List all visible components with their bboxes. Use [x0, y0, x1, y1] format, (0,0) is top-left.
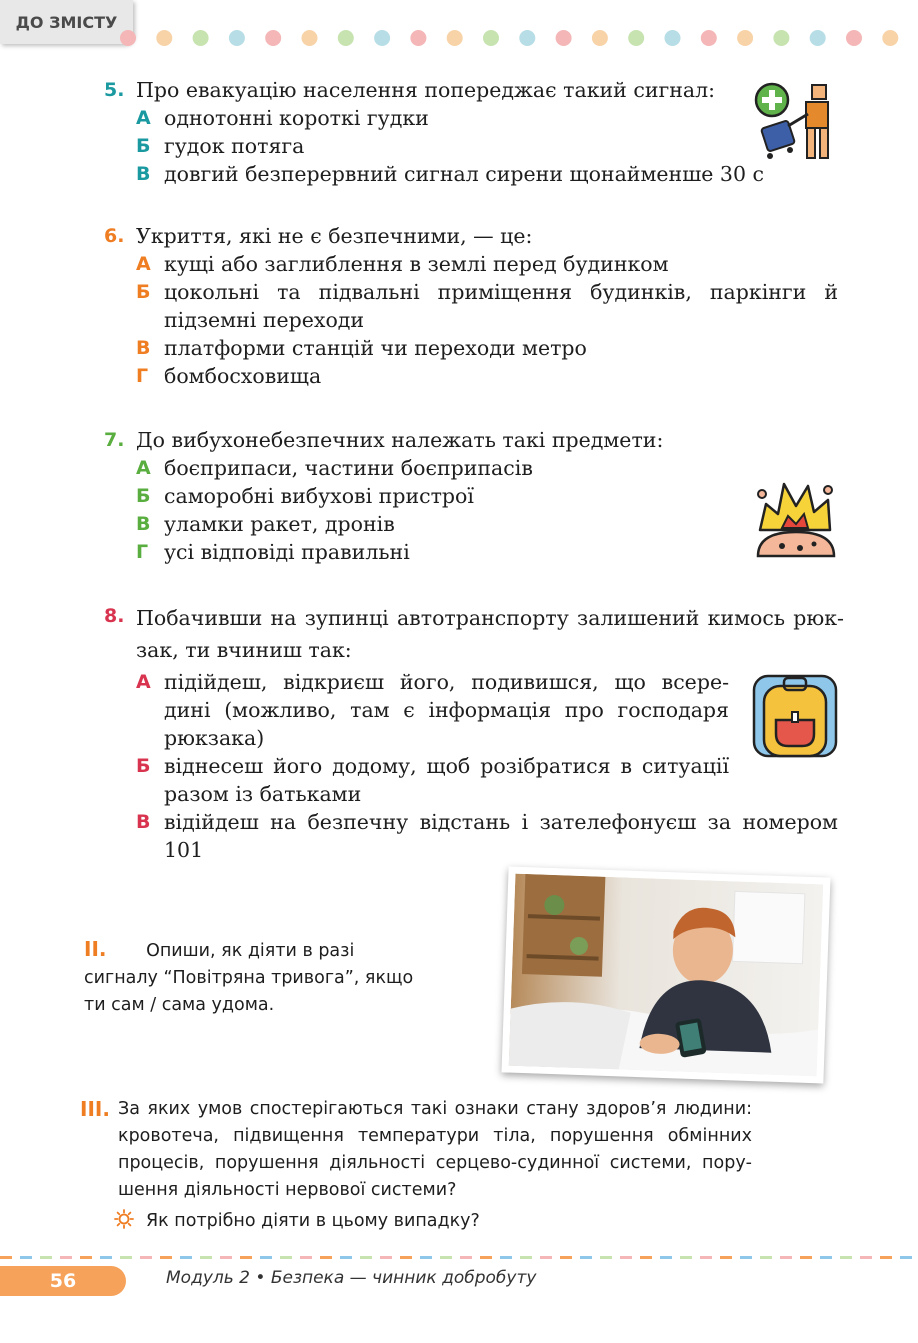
decorative-dot	[120, 30, 136, 46]
sub-question-text: Як потрібно діяти в цьому випадку?	[146, 1211, 480, 1231]
option-c[interactable]: В відійдеш на безпечну відстань і зателефонуєш за номером 101	[136, 810, 838, 862]
decorative-dot	[846, 30, 862, 46]
divider-dash	[100, 1256, 112, 1259]
divider-dash	[360, 1256, 372, 1259]
option-b[interactable]: Б цокольні та підвальні приміщення будинків, паркінги й підземні переходи	[136, 280, 838, 332]
option-c[interactable]: В уламки ракет, дронів	[136, 512, 395, 536]
divider-dash	[560, 1256, 572, 1259]
divider-dash	[280, 1256, 292, 1259]
decorative-dot	[410, 30, 426, 46]
divider-dash	[740, 1256, 752, 1259]
decorative-dot	[483, 30, 499, 46]
decorative-dot	[773, 30, 789, 46]
divider-dash	[40, 1256, 52, 1259]
divider-dash	[640, 1256, 652, 1259]
back-to-contents-button[interactable]: ДО ЗМІСТУ	[0, 0, 133, 44]
boy-with-phone-image	[509, 874, 824, 1077]
option-c[interactable]: В довгий безперервний сигнал сирени щонайменше 30 с	[136, 162, 764, 186]
question-6	[104, 222, 838, 390]
decorative-dot	[592, 30, 608, 46]
decorative-dot	[229, 30, 245, 46]
task-text: Опиши, як діяти в разі сигналу “Повітряна тривога”, якщо ти сам / сама удома.	[84, 941, 414, 1015]
divider-dash	[780, 1256, 792, 1259]
question-text: Побачивши на зупинці автотранспорту залишений кимось рюк-зак, ти вчиниш так:	[136, 606, 844, 662]
divider-dash	[380, 1256, 392, 1259]
divider-dash	[600, 1256, 612, 1259]
decorative-dot	[701, 30, 717, 46]
divider-dash	[200, 1256, 212, 1259]
question-number: 8.	[104, 605, 125, 627]
decorative-dot	[374, 30, 390, 46]
option-a[interactable]: А однотонні короткі гудки	[136, 106, 429, 130]
task-3	[80, 1096, 752, 1204]
page-number: 56	[0, 1266, 126, 1296]
divider-dash	[660, 1256, 672, 1259]
divider-dash	[540, 1256, 552, 1259]
option-a[interactable]: А боєприпаси, частини боєприпасів	[136, 456, 533, 480]
divider-dash	[20, 1256, 32, 1259]
backpack-icon	[750, 672, 840, 760]
divider-dash	[180, 1256, 192, 1259]
divider-dash	[840, 1256, 852, 1259]
decorative-dot	[156, 30, 172, 46]
divider-dash	[140, 1256, 152, 1259]
divider-dash	[820, 1256, 832, 1259]
decorative-dot	[628, 30, 644, 46]
divider-dash	[60, 1256, 72, 1259]
question-number: 7.	[104, 429, 125, 451]
divider-dash	[700, 1256, 712, 1259]
divider-dash	[520, 1256, 532, 1259]
divider-dash	[340, 1256, 352, 1259]
question-7	[104, 426, 844, 566]
option-d[interactable]: Г бомбосховища	[136, 364, 322, 388]
divider-dash	[120, 1256, 132, 1259]
decorative-dot	[265, 30, 281, 46]
sun-icon	[114, 1209, 134, 1229]
footer-module-title: Модуль 2 • Безпека — чинник добробуту	[166, 1268, 537, 1288]
divider-dash	[0, 1256, 12, 1259]
question-text: Укриття, які не є безпечними, — це:	[136, 224, 533, 248]
decorative-dot	[338, 30, 354, 46]
divider-dash	[320, 1256, 332, 1259]
decorative-dot	[193, 30, 209, 46]
decorative-dot	[556, 30, 572, 46]
option-b[interactable]: Б саморобні вибухові пристрої	[136, 484, 474, 508]
option-d[interactable]: Г усі відповіді правильні	[136, 540, 410, 564]
divider-dash	[860, 1256, 872, 1259]
divider-dash	[400, 1256, 412, 1259]
option-b[interactable]: Б гудок потяга	[136, 134, 305, 158]
option-a[interactable]: А підійдеш, відкриєш його, подивишся, що всере-дині (можливо, там є інформація про господаря рюкзака)	[136, 670, 729, 750]
decorative-dot	[810, 30, 826, 46]
divider-dash	[680, 1256, 692, 1259]
decorative-dot	[665, 30, 681, 46]
divider-dash	[480, 1256, 492, 1259]
divider-dash	[300, 1256, 312, 1259]
question-number: 5.	[104, 79, 125, 101]
divider-dash	[720, 1256, 732, 1259]
divider-dash	[220, 1256, 232, 1259]
option-c[interactable]: В платформи станцій чи переходи метро	[136, 336, 587, 360]
divider-dash	[900, 1256, 912, 1259]
footer-divider	[0, 1256, 918, 1260]
divider-dash	[880, 1256, 892, 1259]
decorative-dot	[302, 30, 318, 46]
divider-dash	[800, 1256, 812, 1259]
divider-dash	[80, 1256, 92, 1259]
task-numeral: II.	[84, 937, 107, 961]
divider-dash	[760, 1256, 772, 1259]
divider-dash	[580, 1256, 592, 1259]
decorative-dot	[519, 30, 535, 46]
sub-question	[114, 1208, 480, 1235]
question-8	[104, 602, 844, 864]
task-numeral: III.	[80, 1097, 110, 1121]
divider-dash	[440, 1256, 452, 1259]
decorative-dot	[447, 30, 463, 46]
divider-dash	[420, 1256, 432, 1259]
divider-dash	[240, 1256, 252, 1259]
divider-dash	[620, 1256, 632, 1259]
task-2	[84, 936, 424, 1019]
divider-dash	[160, 1256, 172, 1259]
option-a[interactable]: А кущі або заглиблення в землі перед будинком	[136, 252, 669, 276]
decorative-dot	[882, 30, 898, 46]
explosion-icon	[752, 478, 840, 566]
question-text: До вибухонебезпечних належать такі предмети:	[136, 428, 664, 452]
evacuation-icon	[752, 80, 840, 168]
photo-boy-with-phone	[502, 866, 831, 1083]
divider-dash	[500, 1256, 512, 1259]
divider-dash	[460, 1256, 472, 1259]
decorative-dot	[737, 30, 753, 46]
question-number: 6.	[104, 225, 125, 247]
divider-dash	[260, 1256, 272, 1259]
decorative-dots	[120, 30, 910, 46]
task-text: За яких умов спостерігаються такі ознаки стану здоров’я людини: кровотеча, підвищення температури тіла, порушення обмінних процесів, порушення діяльності серцево-судинної системи, пору-шення діяльності нервової системи?	[118, 1099, 752, 1200]
question-5	[104, 76, 844, 188]
option-b[interactable]: Б віднесеш його додому, щоб розібратися в ситуації разом із батьками	[136, 754, 729, 806]
question-text: Про евакуацію населення попереджає такий сигнал:	[136, 78, 716, 102]
